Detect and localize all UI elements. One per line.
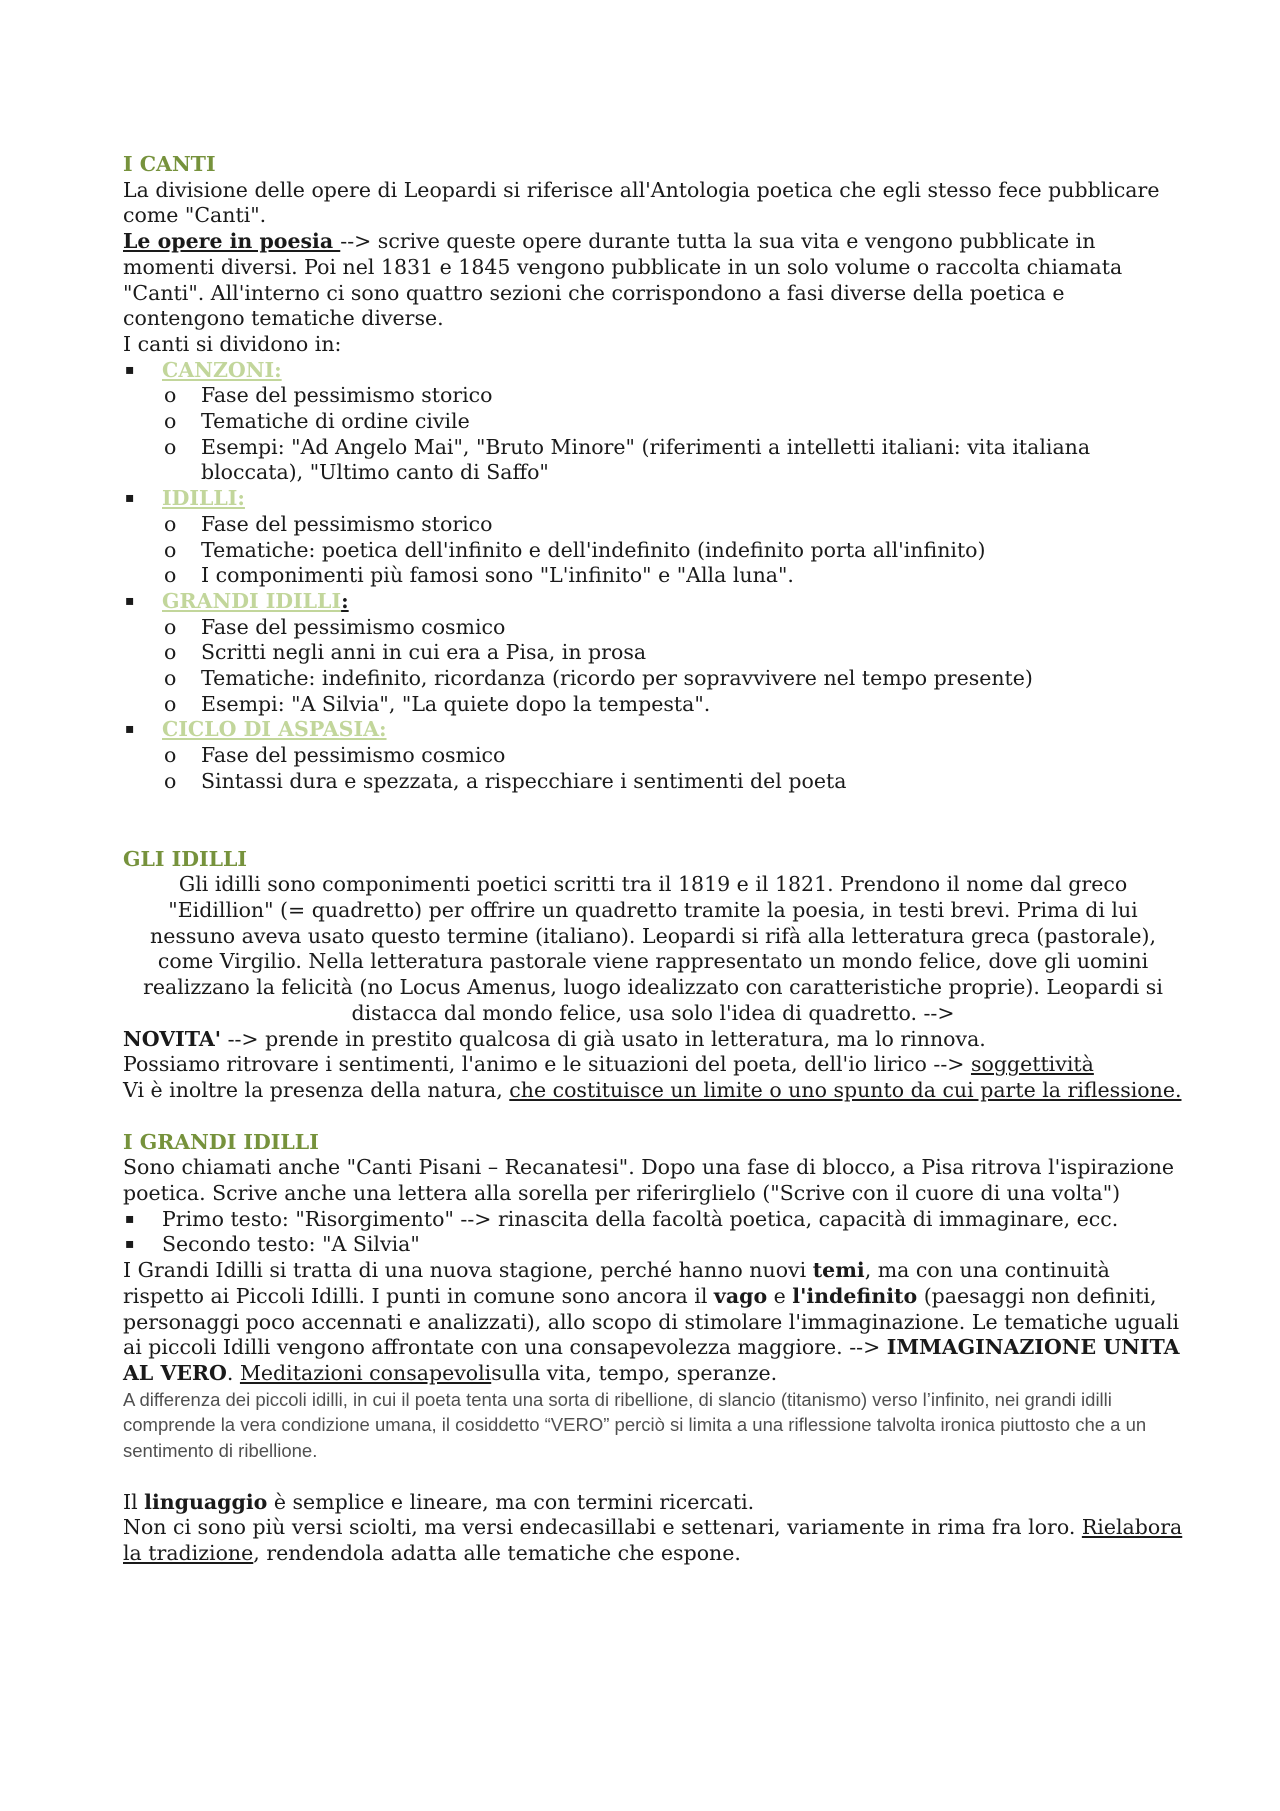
novita-label: NOVITA' (123, 1026, 222, 1051)
list-item-text: Primo testo: "Risorgimento" --> rinascita della facoltà poetica, capacità di immaginare, ecc. (162, 1206, 1119, 1231)
bold-indefinito: l'indefinito (792, 1283, 918, 1308)
bold-linguaggio: linguaggio (144, 1489, 268, 1514)
circle-bullet-icon: o (164, 511, 177, 536)
circle-bullet-icon: o (164, 537, 177, 562)
document-page (123, 152, 1183, 1567)
list-item-text: Tematiche di ordine civile (201, 409, 470, 434)
divisione-line: I canti si dividono in: (123, 331, 342, 356)
list-item (123, 512, 1183, 538)
text: e (767, 1283, 793, 1308)
section-ciclo-aspasia (123, 717, 1183, 743)
soggettivita-underlined: soggettività (970, 1052, 1094, 1077)
square-bullet-icon: ▪ (125, 1210, 135, 1227)
list-item (123, 383, 1183, 409)
circle-bullet-icon: o (164, 666, 177, 691)
list-item-text: Scritti negli anni in cui era a Pisa, in prosa (201, 640, 647, 665)
circle-bullet-icon: o (164, 768, 177, 793)
list-item-text: Fase del pessimismo cosmico (201, 743, 506, 768)
list-item (123, 563, 1183, 589)
circle-bullet-icon: o (164, 563, 177, 588)
underlined-rielabora: Rielabora la tradizione (123, 1515, 1183, 1566)
idilli-centered-paragraph: Gli idilli sono componimenti poetici scritti tra il 1819 e il 1821. Prendono il nome dal greco "Eidillion" (= quadretto) per offrire un quadretto tramite la poesia, in testi brevi. Prima di lui nessuno aveva usato questo termine (italiano). Leopardi si rifà alla letteratura greca (pastorale), come Virgilio. Nella letteratura pastorale viene rappresentato un mondo felice, dove gli uomini realizzano la felicità (no Locus Amenus, luogo idealizzato con caratteristiche proprie). Leopardi si distacca dal mondo felice, usa solo l'idea di quadretto. --> (143, 872, 1163, 1025)
square-bullet-icon: ▪ (125, 490, 135, 507)
list-item-text: Sintassi dura e spezzata, a rispecchiare i sentimenti del poeta (201, 768, 847, 793)
list-item-text: I componimenti più famosi sono "L'infinito" e "Alla luna". (201, 563, 794, 588)
grandi-intro: Sono chiamati anche "Canti Pisani – Recanatesi". Dopo una fase di blocco, a Pisa ritrova l'ispirazione poetica. Scrive anche una lettera alla sorella per riferirglielo ("Scrive con il cuore di una volta") (123, 1155, 1175, 1206)
canti-sections (123, 358, 1183, 795)
heading-idilli: GLI IDILLI (123, 846, 248, 871)
opere-paragraph (123, 229, 1183, 332)
circle-bullet-icon: o (164, 743, 177, 768)
circle-bullet-icon: o (164, 409, 177, 434)
soggettivita-line (123, 1052, 1183, 1078)
text: sulla vita, tempo, speranze. (491, 1360, 778, 1385)
spacer (123, 1104, 1183, 1130)
bold-immaginazione: IMMAGINAZIONE UNITA AL VERO (123, 1335, 1180, 1385)
text: , rendendola adatta alle tematiche che espone. (253, 1541, 741, 1566)
list-item-text: Tematiche: poetica dell'infinito e dell'indefinito (indefinito porta all'infinito) (201, 537, 986, 562)
circle-bullet-icon: o (164, 640, 177, 665)
bold-temi: temi (812, 1258, 865, 1283)
section-title: IDILLI: (162, 486, 245, 511)
section-title: CANZONI: (162, 357, 282, 382)
spacer (123, 795, 1183, 847)
list-item (123, 538, 1183, 564)
grandi-paragraph (123, 1258, 1183, 1387)
text: , ma con una continuità rispetto ai Piccoli Idilli. I punti in comune sono ancora il (123, 1258, 1110, 1308)
circle-bullet-icon: o (164, 383, 177, 408)
list-item-text: Fase del pessimismo cosmico (201, 614, 506, 639)
square-bullet-icon: ▪ (125, 592, 135, 609)
text: Non ci sono più versi sciolti, ma versi endecasillabi e settenari, variamente in rima fra loro. (123, 1515, 1082, 1540)
section-grandi-idilli (123, 589, 1183, 615)
circle-bullet-icon: o (164, 434, 177, 459)
list-item-text: Fase del pessimismo storico (201, 383, 493, 408)
versi-line (123, 1515, 1183, 1566)
list-item (123, 769, 1183, 795)
list-item-text: Tematiche: indefinito, ricordanza (ricordo per sopravvivere nel tempo presente) (201, 666, 1033, 691)
natura-underlined: che costituisce un limite o uno spunto da cui parte la riflessione. (509, 1077, 1182, 1102)
text: . (226, 1360, 240, 1385)
heading-grandi-idilli: I GRANDI IDILLI (123, 1129, 319, 1154)
novita-text: --> prende in prestito qualcosa di già usato in letteratura, ma lo rinnova. (221, 1026, 986, 1051)
novita-line (123, 1027, 1183, 1053)
section-canzoni (123, 358, 1183, 384)
section-title: CICLO DI ASPASIA: (162, 717, 387, 742)
text: Il (123, 1489, 145, 1514)
list-item (123, 435, 1183, 486)
text: I Grandi Idilli si tratta di una nuova stagione, perché hanno nuovi (123, 1258, 813, 1283)
soggettivita-text: Possiamo ritrovare i sentimenti, l'animo e le situazioni del poeta, dell'io lirico --> (123, 1052, 971, 1077)
canti-intro: La divisione delle opere di Leopardi si riferisce all'Antologia poetica che egli stesso fece pubblicare come "Canti". (123, 177, 1160, 228)
natura-line (123, 1078, 1183, 1104)
underlined-meditazioni: Meditazioni consapevoli (239, 1360, 492, 1385)
section-title: GRANDI IDILLI (162, 588, 342, 613)
section-idilli (123, 486, 1183, 512)
square-bullet-icon: ▪ (125, 721, 135, 738)
list-item-text: Esempi: "A Silvia", "La quiete dopo la tempesta". (201, 691, 711, 716)
text: è semplice e lineare, ma con termini ricercati. (267, 1489, 755, 1514)
opere-text: --> scrive queste opere durante tutta la sua vita e vengono pubblicate in momenti diversi. Poi nel 1831 e 1845 vengono pubblicate in un solo volume o raccolta chiamata "Canti". All'interno ci sono quattro sezioni che corrispondono a fasi diverse della poetica e contengono tematiche diverse. (123, 229, 1123, 331)
list-item (123, 1232, 1183, 1258)
list-item-text: Secondo testo: "A Silvia" (162, 1232, 420, 1257)
square-bullet-icon: ▪ (125, 1236, 135, 1253)
list-item (123, 743, 1183, 769)
spacer (123, 1464, 1183, 1490)
square-bullet-icon: ▪ (125, 361, 135, 378)
circle-bullet-icon: o (164, 691, 177, 716)
heading-canti: I CANTI (123, 152, 216, 176)
circle-bullet-icon: o (164, 614, 177, 639)
list-item (123, 409, 1183, 435)
list-item-text: Fase del pessimismo storico (201, 511, 493, 536)
list-item (123, 692, 1183, 718)
list-item (123, 666, 1183, 692)
bold-vago: vago (713, 1283, 768, 1308)
list-item (123, 615, 1183, 641)
list-item (123, 1207, 1183, 1233)
section-title-colon: : (341, 588, 349, 613)
grandi-bullets (123, 1207, 1183, 1258)
natura-text: Vi è inoltre la presenza della natura, (123, 1077, 510, 1102)
opere-label: Le opere in poesia (123, 229, 341, 254)
sans-paragraph: A differenza dei piccoli idilli, in cui il poeta tenta una sorta di ribellione, di slancio (titanismo) verso l’infinito, nei grandi idilli comprende la vera condizione umana, il cosiddetto “VERO” perciò si limita a una riflessione talvolta ironica piuttosto che a un sentimento di ribellione. (123, 1388, 1147, 1462)
linguaggio-line (123, 1490, 1183, 1516)
text: (paesaggi non definiti, personaggi poco accennati e analizzati), allo scopo di stimolare l'immaginazione. Le tematiche uguali ai piccoli Idilli vengono affrontate con una consapevolezza maggiore. --> (123, 1283, 1180, 1360)
list-item (123, 640, 1183, 666)
list-item-text: Esempi: "Ad Angelo Mai", "Bruto Minore" (riferimenti a intelletti italiani: vita italiana bloccata), "Ultimo canto di Saffo" (201, 434, 1091, 485)
